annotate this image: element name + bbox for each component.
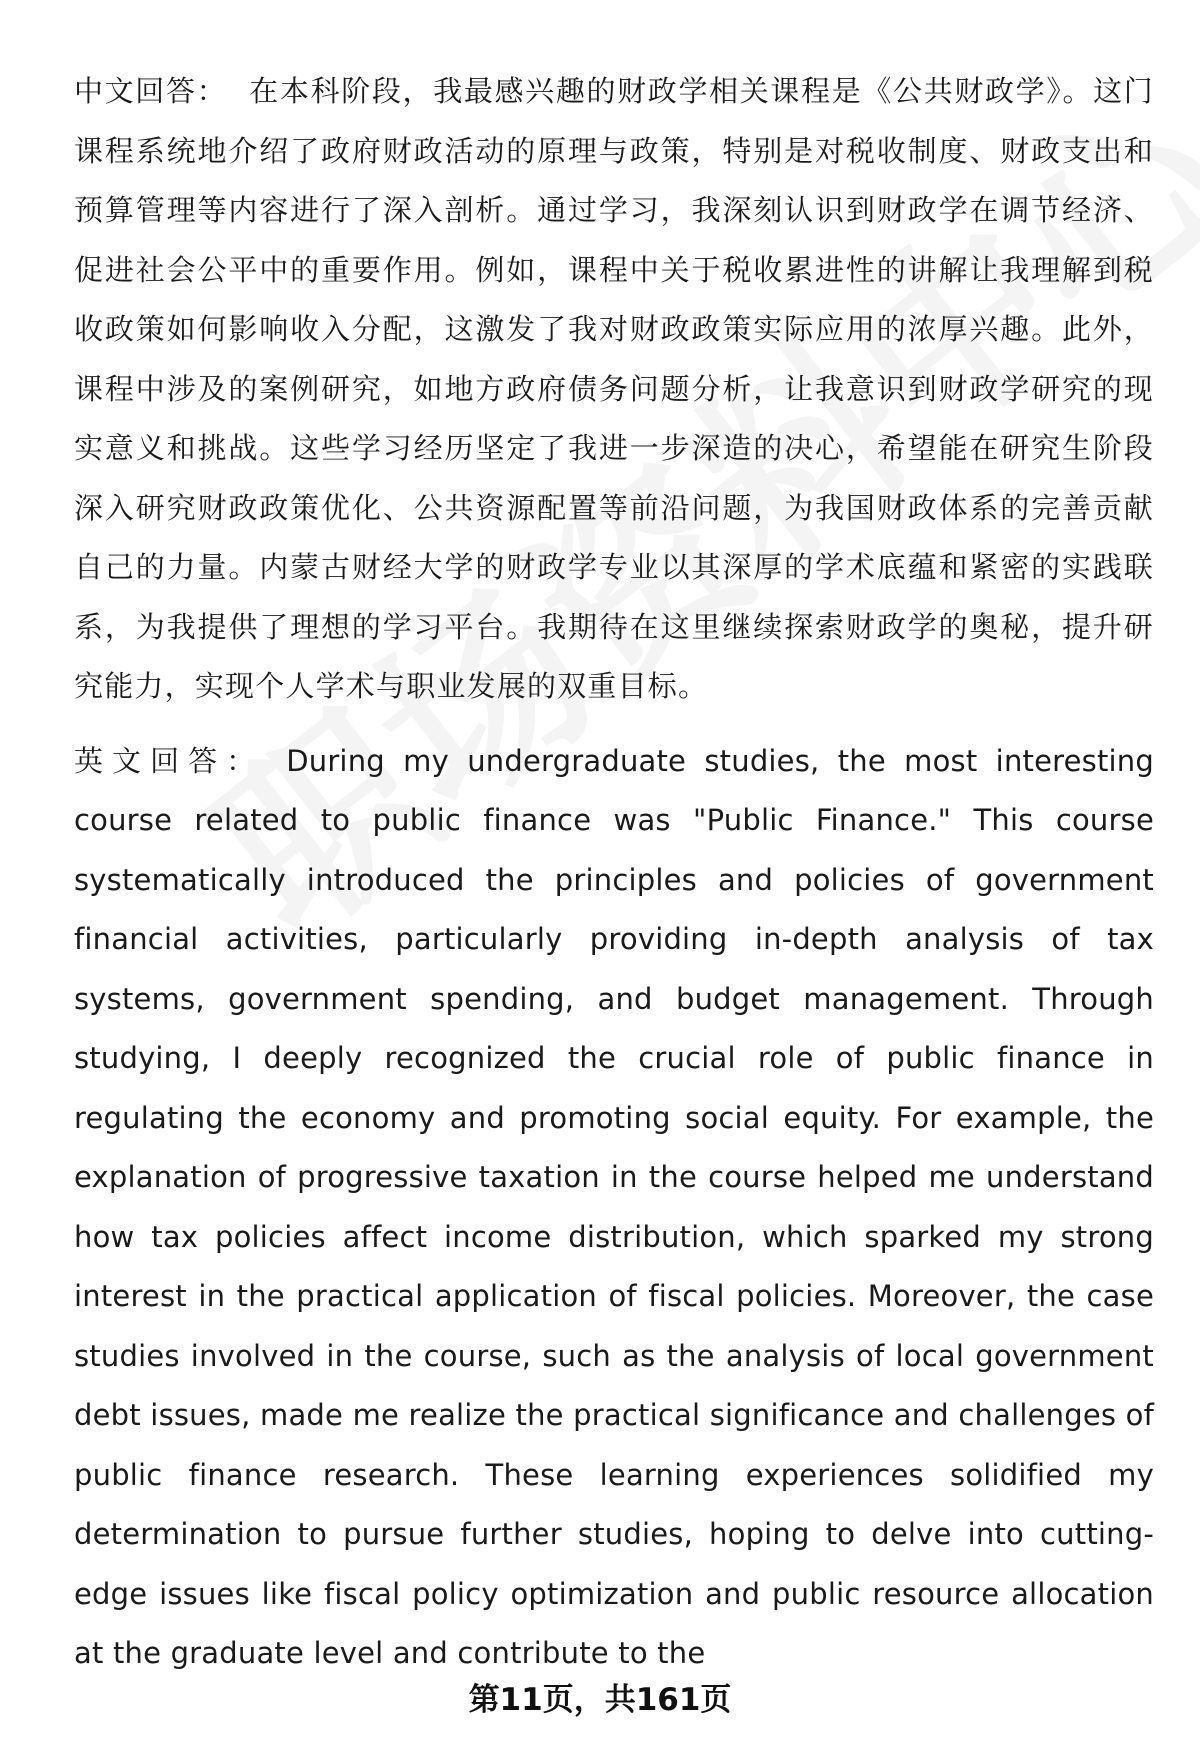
page-number-footer: 第11页，共161页 — [468, 1682, 732, 1718]
page-content — [74, 62, 1154, 1684]
english-answer-text: During my undergraduate studies, the most interesting course related to public finance was "Public Finance." This course systematically introduced the principles and policies of government financial activities, particularly providing in-depth analysis of tax systems, government spending, and budget management. Through studying, I deeply recognized the crucial role of public finance in regulating the economy and promoting social equity. For example, the explanation of progressive taxation in the course helped me understand how tax policies affect income distribution, which sparked my strong interest in the practical application of fiscal policies. Moreover, the case studies involved in the course, such as the analysis of local government debt issues, made me realize the practical significance and challenges of public finance research. These learning experiences solidified my determination to pursue further studies, hoping to delve into cutting-edge issues like fiscal policy optimization and public resource allocation at the graduate level and contribute to the — [74, 743, 1154, 1670]
english-answer-paragraph — [74, 732, 1154, 1684]
chinese-answer-label: 中文回答： — [74, 74, 228, 108]
chinese-answer-paragraph — [74, 62, 1154, 717]
english-answer-label: 英文回答： — [74, 743, 265, 778]
chinese-answer-text: 在本科阶段，我最感兴趣的财政学相关课程是《公共财政学》。这门课程系统地介绍了政府财政活动的原理与政策，特别是对税收制度、财政支出和预算管理等内容进行了深入剖析。通过学习，我深刻认识到财政学在调节经济、促进社会公平中的重要作用。例如，课程中关于税收累进性的讲解让我理解到税收政策如何影响收入分配，这激发了我对财政政策实际应用的浓厚兴趣。此外，课程中涉及的案例研究，如地方政府债务问题分析，让我意识到财政学研究的现实意义和挑战。这些学习经历坚定了我进一步深造的决心，希望能在研究生阶段深入研究财政政策优化、公共资源配置等前沿问题，为我国财政体系的完善贡献自己的力量。内蒙古财经大学的财政学专业以其深厚的学术底蕴和紧密的实践联系，为我提供了理想的学习平台。我期待在这里继续探索财政学的奥秘，提升研究能力，实现个人学术与职业发展的双重目标。 — [74, 74, 1154, 703]
